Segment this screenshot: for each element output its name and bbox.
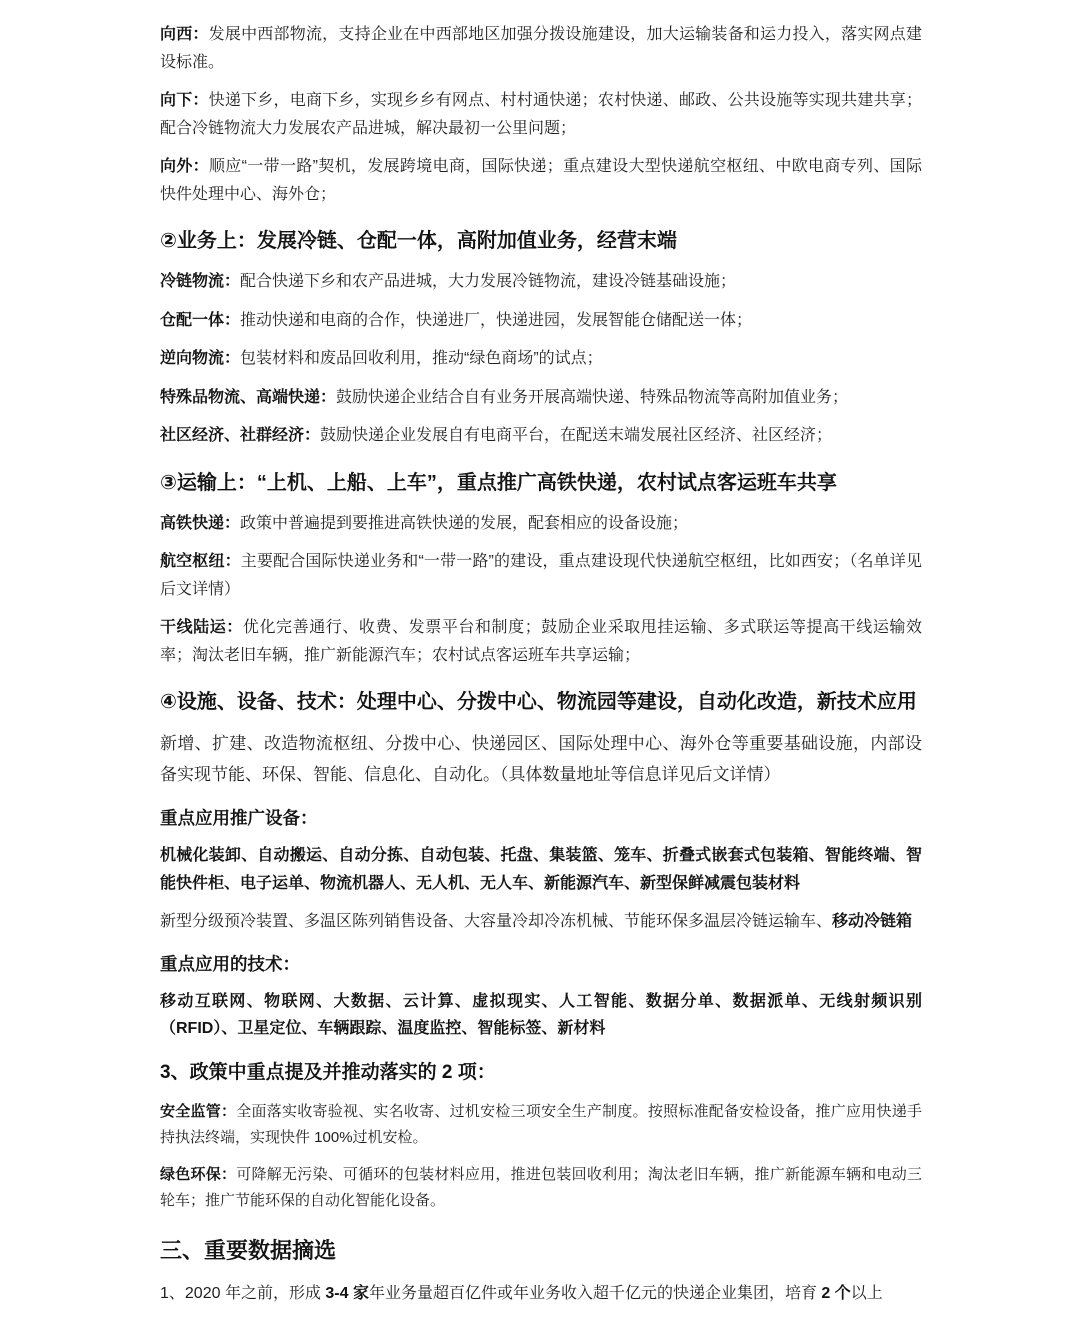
bold-text: 重点应用推广设备： (160, 807, 318, 828)
body-text: 以上 (850, 1284, 883, 1302)
body-text: 可降解无污染、可循环的包装材料应用，推进包装回收利用；淘汰老旧车辆，推广新能源车辆和电动三轮车；推广节能环保的自动化智能化设备。 (160, 1165, 922, 1209)
bold-text: 移动冷链箱 (832, 913, 913, 931)
para-cold-chain (160, 268, 922, 296)
heading-transport (160, 468, 922, 498)
para-warehouse-distribution (160, 307, 922, 335)
bold-text: 航空枢纽： (160, 553, 241, 571)
body-text: 新型分级预冷装置、多温区陈列销售设备、大容量冷却冷冻机械、节能环保多温层冷链运输车、 (160, 913, 833, 931)
bold-text: 仓配一体： (160, 311, 241, 329)
bold-text: 3、政策中重点提及并推动落实的 2 项： (160, 1061, 496, 1083)
para-equipment-list-2 (160, 908, 922, 936)
bold-text: 高铁快递： (160, 514, 241, 532)
body-text: 主要配合国际快递业务和“一带一路”的建设，重点建设现代快递航空枢纽，比如西安；（名单详见后文详情） (160, 553, 922, 598)
body-text: 政策中普遍提到要推进高铁快递的发展，配套相应的设备设施； (240, 514, 689, 532)
bold-text: ③运输上：“上机、上船、上车”，重点推广高铁快递，农村试点客运班车共享 (160, 471, 837, 494)
para-infrastructure (160, 729, 922, 790)
para-2020-goal (160, 1280, 922, 1308)
para-xiangxia (160, 87, 922, 142)
body-text: 顺应“一带一路”契机，发展跨境电商，国际快递；重点建设大型快递航空枢纽、中欧电商专列、国际快件处理中心、海外仓； (160, 158, 922, 203)
heading-key-equipment (160, 805, 922, 831)
para-community-economy (160, 422, 922, 450)
body-text: 快递下乡，电商下乡，实现乡乡有网点、村村通快递；农村快递、邮政、公共设施等实现共建共享；配合冷链物流大力发展农产品进城，解决最初一公里问题； (160, 92, 922, 137)
bold-text: 逆向物流： (160, 350, 241, 368)
bold-text: ④设施、设备、技术：处理中心、分拨中心、物流园等建设，自动化改造，新技术应用 (160, 691, 917, 714)
bold-text: 重点应用的技术： (160, 953, 300, 974)
body-text: 鼓励快递企业发展自有电商平台，在配送末端发展社区经济、社区经济； (320, 427, 833, 445)
bold-text: 安全监管： (160, 1103, 237, 1121)
bold-text: 向下： (160, 92, 209, 110)
bold-text: 向西： (160, 26, 209, 43)
bold-text: 特殊品物流、高端快递： (160, 388, 337, 406)
bold-text: ②业务上：发展冷链、仓配一体，高附加值业务，经营末端 (160, 230, 677, 253)
body-text: 包装材料和废品回收利用，推动“绿色商场”的试点； (240, 350, 603, 368)
para-trunk-land-transport (160, 614, 922, 669)
body-text: 优化完善通行、收费、发票平台和制度；鼓励企业采取甩挂运输、多式联运等提高干线运输效率；淘汰老旧车辆，推广新能源汽车；农村试点客运班车共享运输； (160, 619, 922, 664)
bold-text: 社区经济、社群经济： (160, 427, 321, 445)
document-page (160, 0, 922, 1328)
para-safety-supervision (160, 1099, 922, 1151)
heading-key-tech (160, 951, 922, 977)
body-text: 年业务量超百亿件或年业务收入超千亿元的快递企业集团，培育 (368, 1284, 822, 1302)
bold-text: 冷链物流： (160, 273, 241, 291)
para-reverse-logistics (160, 345, 922, 373)
para-hsr-express (160, 510, 922, 538)
para-xiangwai (160, 153, 922, 208)
para-equipment-list-1 (160, 842, 922, 897)
heading-facilities (160, 687, 922, 717)
body-text: 新增、扩建、改造物流枢纽、分拨中心、快递园区、国际处理中心、海外仓等重要基础设施，内部设备实现节能、环保、智能、信息化、自动化。（具体数量地址等信息详见后文详情） (160, 734, 922, 784)
bold-text: 三、重要数据摘选 (160, 1237, 337, 1263)
para-green-environmental (160, 1162, 922, 1214)
bold-text: 2 个 (821, 1284, 851, 1302)
body-text: 推动快递和电商的合作，快递进厂，快递进园，发展智能仓储配送一体； (240, 311, 753, 329)
body-text: 1、2020 年之前，形成 (160, 1284, 326, 1302)
bold-text: 3-4 家 (325, 1284, 369, 1302)
para-air-hub (160, 548, 922, 603)
para-tech-list (160, 988, 922, 1043)
heading-two-key-items (160, 1059, 922, 1088)
bold-text: 移动互联网、物联网、大数据、云计算、虚拟现实、人工智能、数据分单、数据派单、无线射频识别（RFID）、卫星定位、车辆跟踪、温度监控、智能标签、新材料 (160, 992, 922, 1038)
heading-important-data (160, 1234, 922, 1267)
body-text: 发展中西部物流，支持企业在中西部地区加强分拨设施建设，加大运输装备和运力投入，落实网点建设标准。 (160, 26, 922, 71)
body-text: 配合快递下乡和农产品进城，大力发展冷链物流，建设冷链基础设施； (240, 273, 737, 291)
bold-text: 机械化装卸、自动搬运、自动分拣、自动包装、托盘、集装篮、笼车、折叠式嵌套式包装箱、智能终端、智能快件柜、电子运单、物流机器人、无人机、无人车、新能源汽车、新型保鲜减震包装材料 (160, 847, 922, 892)
bold-text: 向外： (160, 158, 209, 176)
para-special-goods (160, 384, 922, 412)
heading-business (160, 226, 922, 256)
para-xiangxi (160, 21, 922, 76)
bold-text: 绿色环保： (160, 1165, 237, 1183)
body-text: 鼓励快递企业结合自有业务开展高端快递、特殊品物流等高附加值业务； (336, 388, 849, 406)
body-text: 全面落实收寄验视、实名收寄、过机安检三项安全生产制度。按照标准配备安检设备，推广应用快递手持执法终端，实现快件 100%过机安检。 (160, 1103, 922, 1147)
bold-text: 干线陆运： (160, 619, 243, 637)
